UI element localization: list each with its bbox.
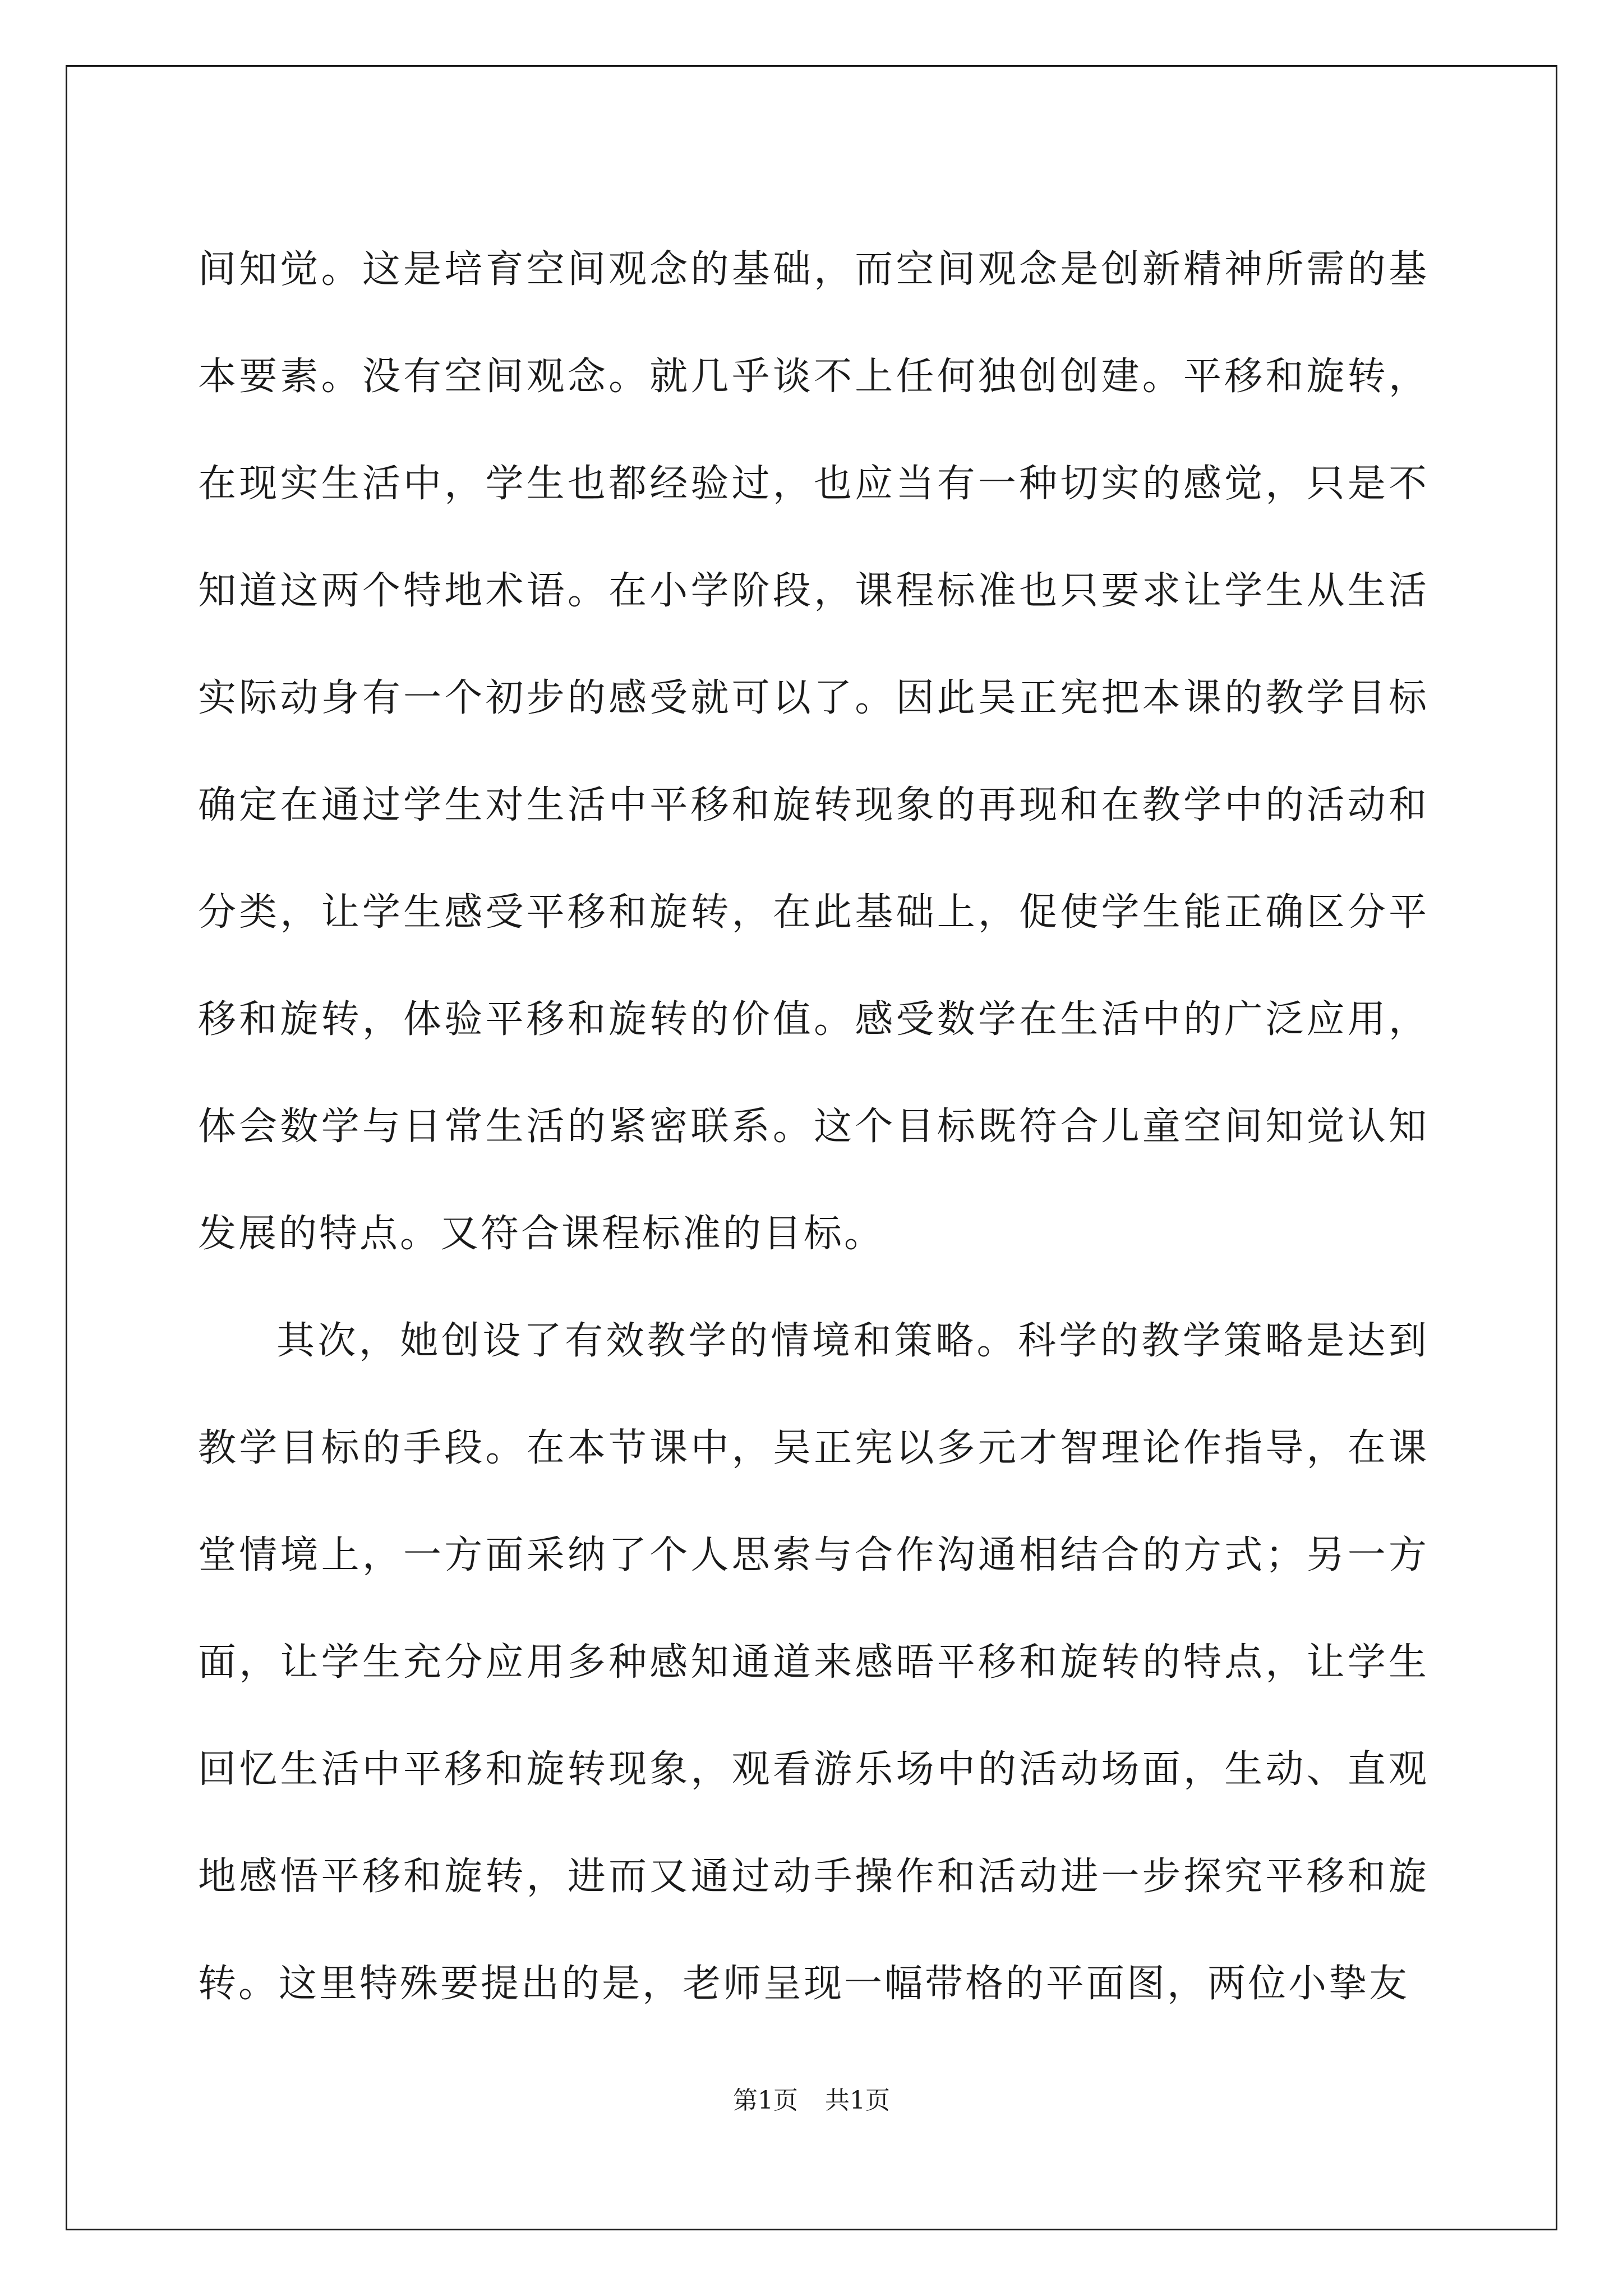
page-number: 第1页 (733, 2086, 798, 2115)
paragraph-1: 间知觉。这是培育空间观念的基础，而空间观念是创新精神所需的基本要素。没有空间观念。就几乎谈不上任何独创创建。平移和旋转，在现实生活中，学生也都经验过，也应当有一种切实的感觉，只是不知道这两个特地术语。在小学阶段，课程标准也只要求让学生从生活实际动身有一个初步的感受就可以了。因此吴正宪把本课的教学目标确定在通过学生对生活中平移和旋转现象的再现和在教学中的活动和分类，让学生感受平移和旋转，在此基础上，促使学生能正确区分平移和旋转，体验平移和旋转的价值。感受数学在生活中的广泛应用，体会数学与日常生活的紧密联系。这个目标既符合儿童空间知觉认知发展的特点。又符合课程标准的目标。 (198, 247, 1429, 1256)
page-footer (0, 2080, 1623, 2116)
page-total: 共1页 (825, 2086, 890, 2115)
document-body (198, 216, 1429, 2037)
paragraph-2: 其次，她创设了有效教学的情境和策略。科学的教学策略是达到教学目标的手段。在本节课中，吴正宪以多元才智理论作指导，在课堂情境上，一方面采纳了个人思索与合作沟通相结合的方式；另一方面，让学生充分应用多种感知通道来感晤平移和旋转的特点，让学生回忆生活中平移和旋转现象，观看游乐场中的活动场面，生动、直观地感悟平移和旋转，进而又通过动手操作和活动进一步探究平移和旋转。这里特殊要提出的是，老师呈现一幅带格的平面图，两位小挚友 (198, 1319, 1429, 2006)
